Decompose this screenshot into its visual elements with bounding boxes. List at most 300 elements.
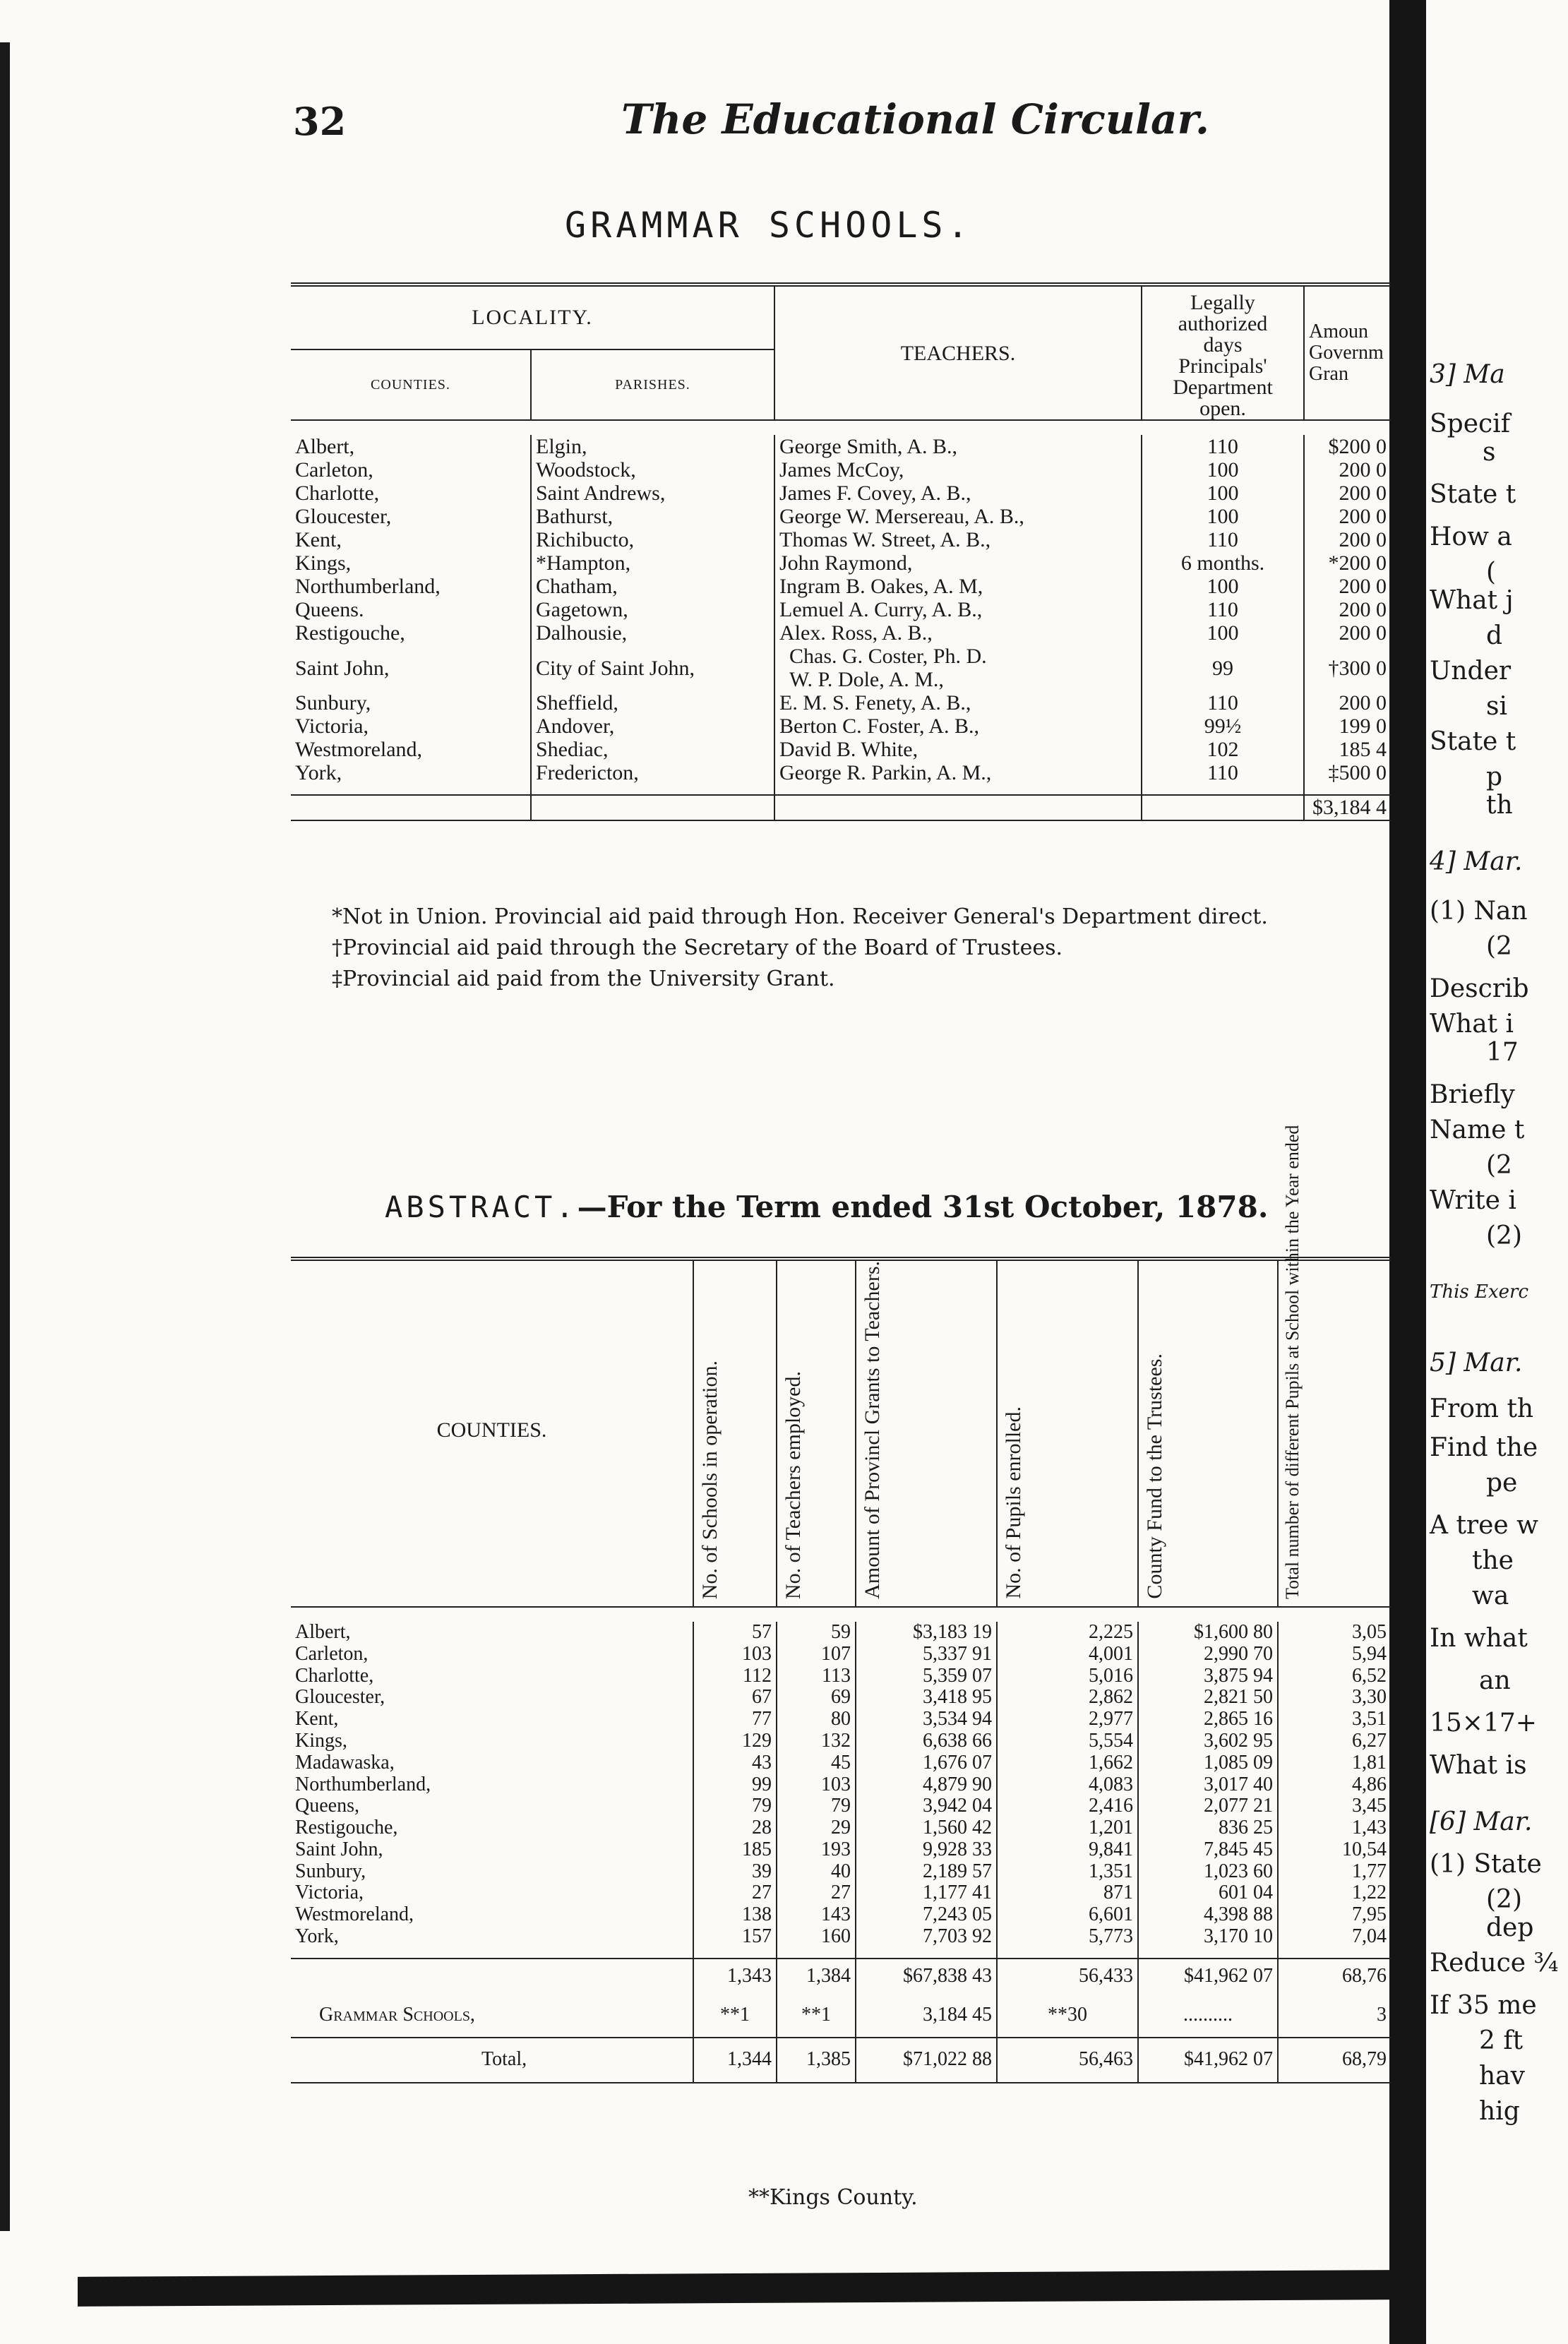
grammar-school-row (291, 458, 1391, 482)
amount-cell: 199 0 (1304, 714, 1391, 738)
days-cell: 110 (1142, 528, 1304, 551)
amount-header-line: Amoun (1309, 321, 1368, 342)
abstract-total: 3,05 (1278, 1622, 1391, 1644)
abstract-total: 6,27 (1278, 1730, 1391, 1752)
amount-cell: 200 0 (1304, 598, 1391, 621)
right-column-fragment: Name t (1430, 1116, 1525, 1144)
abstract-teachers: 29 (777, 1817, 856, 1839)
abstract-pupils: 1,201 (997, 1817, 1138, 1839)
grammar-school-row-saint-john (291, 645, 1391, 691)
grammar-schools-title: GRAMMAR SCHOOLS. (565, 205, 973, 246)
days-cell: 110 (1142, 761, 1304, 784)
abstract-row (291, 1752, 1391, 1774)
right-column-fragment: dep (1486, 1913, 1534, 1942)
abstract-schools: 103 (693, 1644, 777, 1666)
abstract-row (291, 1904, 1391, 1926)
abstract-grants: 7,703 92 (856, 1926, 997, 1948)
days-cell: 110 (1142, 598, 1304, 621)
grammar-row-schools: **1 (693, 1995, 777, 2038)
right-column-fragment: si (1486, 692, 1507, 721)
abstract-total: 1,22 (1278, 1882, 1391, 1904)
abstract-row (291, 1926, 1391, 1948)
right-column-fragment: What is (1430, 1751, 1527, 1780)
parish-cell: Bathurst, (531, 505, 774, 528)
right-column-fragment: What j (1430, 586, 1514, 615)
grants-header (856, 1259, 997, 1607)
teacher-line: W. P. Dole, A. M., (789, 668, 944, 691)
grammar-school-row (291, 435, 1391, 458)
abstract-fund: 3,602 95 (1138, 1730, 1278, 1752)
right-column-fragment: 15×17+ (1430, 1709, 1537, 1738)
grants-header-text: Amount of Provincl Grants to Teachers. (861, 1261, 884, 1599)
grammar-school-row (291, 505, 1391, 528)
amount-cell: 200 0 (1304, 482, 1391, 505)
amount-header-line: Gran (1309, 363, 1348, 385)
right-column-fragment: hav (1479, 2062, 1525, 2091)
parish-cell: Andover, (531, 714, 774, 738)
abstract-schools: 99 (693, 1774, 777, 1796)
abstract-total: 7,04 (1278, 1926, 1391, 1948)
teacher-cell: Alex. Ross, A. B., (774, 621, 1142, 645)
abstract-schools: 39 (693, 1861, 777, 1883)
grammar-school-row (291, 575, 1391, 598)
days-cell: 100 (1142, 575, 1304, 598)
days-cell: 100 (1142, 621, 1304, 645)
abstract-fund: 1,023 60 (1138, 1861, 1278, 1883)
right-column-fragment: p (1486, 763, 1503, 791)
abstract-total: 3,30 (1278, 1687, 1391, 1709)
abstract-teachers: 143 (777, 1904, 856, 1926)
abstract-pupils: 5,554 (997, 1730, 1138, 1752)
right-column-fragment: (2 (1486, 932, 1512, 961)
right-column-fragment: (1) State (1430, 1850, 1542, 1879)
abstract-schools: 57 (693, 1622, 777, 1644)
abstract-pupils: 1,351 (997, 1861, 1138, 1883)
abstract-grants: 4,879 90 (856, 1774, 997, 1796)
teacher-cell: James F. Covey, A. B., (774, 482, 1142, 505)
right-column-fragment: Briefly (1430, 1080, 1515, 1109)
counties-header: COUNTIES. (291, 349, 531, 420)
abstract-schools: 138 (693, 1904, 777, 1926)
parish-cell: Chatham, (531, 575, 774, 598)
abstract-county: Northumberland, (295, 1773, 431, 1795)
days-cell: 110 (1142, 691, 1304, 714)
teacher-cell: Thomas W. Street, A. B., (774, 528, 1142, 551)
parish-cell: Richibucto, (531, 528, 774, 551)
right-column-fragment: s (1483, 438, 1496, 467)
right-column-fragment: In what (1430, 1624, 1528, 1653)
subtotal-total: 68,76 (1278, 1959, 1391, 1995)
parish-cell: Gagetown, (531, 598, 774, 621)
subtotal-fund: $41,962 07 (1138, 1959, 1278, 1995)
abstract-row (291, 1644, 1391, 1666)
county-fund-header (1138, 1259, 1278, 1607)
abstract-term: —For the Term ended 31st October, 1878. (577, 1190, 1269, 1224)
abstract-grants: 6,638 66 (856, 1730, 997, 1752)
abstract-schools: 28 (693, 1817, 777, 1839)
total-row-pupils: 56,463 (997, 2038, 1138, 2083)
scan-bottom-edge (78, 2270, 1398, 2307)
days-header-line: open. (1199, 397, 1246, 420)
amount-cell: 200 0 (1304, 458, 1391, 482)
subtotal-pupils: 56,433 (997, 1959, 1138, 1995)
teacher-cell: David B. White, (774, 738, 1142, 761)
abstract-pupils: 4,083 (997, 1774, 1138, 1796)
footnote-university: ‡Provincial aid paid from the University Grant. (332, 967, 835, 991)
grammar-school-row (291, 551, 1391, 575)
right-column-fragment: wa (1472, 1581, 1509, 1610)
county-cell: Saint John, (295, 656, 390, 680)
teacher-cell: George R. Parkin, A. M., (774, 761, 1142, 784)
teacher-cell (774, 645, 1142, 691)
abstract-teachers: 27 (777, 1882, 856, 1904)
parish-cell: Sheffield, (531, 691, 774, 714)
right-column-fragment: How a (1430, 522, 1512, 551)
abstract-row (291, 1709, 1391, 1730)
amount-header (1304, 285, 1391, 420)
abstract-subtotal-row (291, 1959, 1391, 1995)
days-cell: 100 (1142, 458, 1304, 482)
footnote-secretary: †Provincial aid paid through the Secretary of the Board of Trustees. (332, 935, 1063, 960)
abstract-fund: 2,990 70 (1138, 1644, 1278, 1666)
right-column-fragment: What i (1430, 1010, 1514, 1039)
abstract-row (291, 1687, 1391, 1709)
right-column-fragment: Find the (1430, 1433, 1538, 1462)
right-column-fragment: 5] Mar. (1430, 1349, 1523, 1377)
right-column-fragment: A tree w (1430, 1511, 1538, 1540)
abstract-teachers: 80 (777, 1709, 856, 1730)
right-column-fragment: Specif (1430, 409, 1511, 438)
right-column-fragment: 17 (1486, 1038, 1519, 1067)
abstract-fund: 601 04 (1138, 1882, 1278, 1904)
abstract-fund: 2,865 16 (1138, 1709, 1278, 1730)
county-fund-header-text: County Fund to the Trustees. (1143, 1353, 1166, 1599)
teachers-count-header (777, 1259, 856, 1607)
parish-cell: *Hampton, (531, 551, 774, 575)
abstract-teachers: 160 (777, 1926, 856, 1948)
pupils-header (997, 1259, 1138, 1607)
abstract-grammar-row (291, 1995, 1391, 2038)
abstract-county: Queens, (295, 1795, 359, 1817)
grammar-total-amount: $3,184 4 (1304, 795, 1391, 820)
scan-binding-shadow (1389, 0, 1426, 2344)
abstract-schools: 27 (693, 1882, 777, 1904)
parish-cell: City of Saint John, (531, 645, 774, 691)
teachers-count-header-text: No. of Teachers employed. (782, 1370, 805, 1599)
abstract-pupils: 5,773 (997, 1926, 1138, 1948)
county-cell: Restigouche, (295, 621, 405, 645)
right-column-fragment: [6] Mar. (1430, 1807, 1533, 1836)
teacher-cell: George Smith, A. B., (774, 435, 1142, 458)
grammar-school-row (291, 761, 1391, 784)
abstract-row (291, 1730, 1391, 1752)
abstract-row (291, 1666, 1391, 1687)
abstract-row (291, 1795, 1391, 1817)
parishes-header: PARISHES. (531, 349, 774, 420)
grammar-school-row (291, 738, 1391, 761)
total-pupils-header (1278, 1125, 1391, 1607)
pupils-header-text: No. of Pupils enrolled. (1002, 1406, 1025, 1599)
abstract-total: 7,95 (1278, 1904, 1391, 1926)
county-cell: Westmoreland, (295, 738, 423, 761)
days-cell: 6 months. (1142, 551, 1304, 575)
abstract-row (291, 1817, 1391, 1839)
teacher-cell: Ingram B. Oakes, A. M, (774, 575, 1142, 598)
scan-left-edge (0, 42, 10, 2231)
days-cell: 102 (1142, 738, 1304, 761)
abstract-county: Restigouche, (295, 1817, 398, 1839)
abstract-county: Sunbury, (295, 1860, 366, 1882)
abstract-total-row (291, 2038, 1391, 2083)
right-column-fragment: 3] Ma (1430, 360, 1505, 389)
county-cell: Queens. (295, 598, 364, 621)
total-row-label: Total, (481, 2048, 527, 2071)
abstract-body (291, 1607, 1391, 1959)
amount-cell: $200 0 (1304, 435, 1391, 458)
abstract-teachers: 79 (777, 1795, 856, 1817)
abstract-row (291, 1882, 1391, 1904)
abstract-teachers: 113 (777, 1666, 856, 1687)
abstract-row (291, 1622, 1391, 1644)
abstract-pupils: 2,862 (997, 1687, 1138, 1709)
right-column-fragment: pe (1486, 1469, 1518, 1497)
parish-cell: Dalhousie, (531, 621, 774, 645)
abstract-total: 1,77 (1278, 1861, 1391, 1883)
abstract-teachers: 107 (777, 1644, 856, 1666)
abstract-fund: 3,017 40 (1138, 1774, 1278, 1796)
abstract-pupils: 2,977 (997, 1709, 1138, 1730)
right-column-fragment: This Exerc (1430, 1281, 1529, 1303)
abstract-county: Kings, (295, 1729, 347, 1752)
abstract-schools: 129 (693, 1730, 777, 1752)
abstract-fund: 2,821 50 (1138, 1687, 1278, 1709)
amount-cell: 200 0 (1304, 691, 1391, 714)
abstract-grants: 9,928 33 (856, 1839, 997, 1861)
abstract-pupils: 4,001 (997, 1644, 1138, 1666)
right-column-fragment: If 35 me (1430, 1991, 1537, 2020)
abstract-schools: 43 (693, 1752, 777, 1774)
abstract-schools: 185 (693, 1839, 777, 1861)
abstract-grants: 1,177 41 (856, 1882, 997, 1904)
county-cell: Kings, (295, 551, 352, 575)
abstract-total: 6,52 (1278, 1666, 1391, 1687)
right-column-fragment: 2 ft (1479, 2026, 1524, 2055)
abstract-grants: 5,359 07 (856, 1666, 997, 1687)
kings-county-footnote: **Kings County. (748, 2185, 918, 2210)
teacher-cell: Berton C. Foster, A. B., (774, 714, 1142, 738)
abstract-schools: 67 (693, 1687, 777, 1709)
days-cell: 110 (1142, 435, 1304, 458)
days-header-line: authorized (1178, 312, 1268, 335)
abstract-county: Charlotte, (295, 1664, 374, 1687)
amount-cell: †300 0 (1304, 645, 1391, 691)
county-cell: York, (295, 761, 342, 784)
abstract-total: 5,94 (1278, 1644, 1391, 1666)
right-column-fragment: State t (1430, 727, 1516, 756)
grammar-row-total: 3 (1278, 1995, 1391, 2038)
abstract-grants: 3,942 04 (856, 1795, 997, 1817)
county-cell: Albert, (295, 435, 355, 458)
days-header-line: Principals' (1178, 354, 1267, 378)
teacher-cell: E. M. S. Fenety, A. B., (774, 691, 1142, 714)
abstract-teachers: 40 (777, 1861, 856, 1883)
abstract-pupils: 2,416 (997, 1795, 1138, 1817)
amount-cell: 200 0 (1304, 621, 1391, 645)
right-column-fragment: (2) (1486, 1221, 1522, 1250)
abstract-schools: 157 (693, 1926, 777, 1948)
amount-cell: 200 0 (1304, 575, 1391, 598)
county-cell: Sunbury, (295, 691, 371, 714)
county-cell: Victoria, (295, 714, 369, 738)
grammar-row-grants: 3,184 45 (856, 1995, 997, 2038)
county-cell: Northumberland, (295, 575, 441, 598)
abstract-grants: 5,337 91 (856, 1644, 997, 1666)
abstract-teachers: 103 (777, 1774, 856, 1796)
parish-cell: Fredericton, (531, 761, 774, 784)
teacher-cell: George W. Mersereau, A. B., (774, 505, 1142, 528)
grammar-footnotes (332, 902, 1268, 995)
abstract-fund: 3,170 10 (1138, 1926, 1278, 1948)
journal-title: The Educational Circular. (621, 95, 1210, 143)
abstract-teachers: 59 (777, 1622, 856, 1644)
right-column-fragment: Reduce ¾ (1430, 1949, 1559, 1978)
abstract-total: 4,86 (1278, 1774, 1391, 1796)
abstract-pupils: 5,016 (997, 1666, 1138, 1687)
grammar-school-row (291, 691, 1391, 714)
abstract-schools: 79 (693, 1795, 777, 1817)
abstract-county: Victoria, (295, 1882, 364, 1904)
abstract-county: Westmoreland, (295, 1903, 414, 1926)
subtotal-schools: 1,343 (693, 1959, 777, 1995)
grammar-school-row (291, 714, 1391, 738)
total-row-fund: $41,962 07 (1138, 2038, 1278, 2083)
grammar-row-teachers: **1 (777, 1995, 856, 2038)
abstract-counties-header: COUNTIES. (436, 1418, 547, 1442)
right-column-fragment: 4] Mar. (1430, 847, 1523, 876)
total-pupils-header-text: Total number of different Pupils at School within the Year ended (1282, 1125, 1303, 1599)
right-column-fragment: (1) Nan (1430, 897, 1528, 926)
days-open-header (1142, 285, 1304, 420)
grammar-school-row (291, 482, 1391, 505)
abstract-row (291, 1839, 1391, 1861)
parish-cell: Saint Andrews, (531, 482, 774, 505)
days-cell: 100 (1142, 505, 1304, 528)
abstract-pupils: 2,225 (997, 1622, 1138, 1644)
days-cell: 99½ (1142, 714, 1304, 738)
abstract-pupils: 9,841 (997, 1839, 1138, 1861)
subtotal-teachers: 1,384 (777, 1959, 856, 1995)
amount-cell: 200 0 (1304, 528, 1391, 551)
abstract-fund: 836 25 (1138, 1817, 1278, 1839)
total-row-grants: $71,022 88 (856, 2038, 997, 2083)
abstract-grants: 7,243 05 (856, 1904, 997, 1926)
abstract-total: 10,54 (1278, 1839, 1391, 1861)
abstract-total: 1,43 (1278, 1817, 1391, 1839)
abstract-teachers: 132 (777, 1730, 856, 1752)
right-column-fragment: (2 (1486, 1151, 1512, 1180)
county-cell: Gloucester, (295, 505, 392, 528)
abstract-grants: 1,560 42 (856, 1817, 997, 1839)
locality-header: LOCALITY. (472, 306, 593, 330)
right-column-fragment: Describ (1430, 974, 1529, 1003)
abstract-county: Albert, (295, 1620, 351, 1643)
county-cell: Kent, (295, 528, 342, 551)
days-cell: 100 (1142, 482, 1304, 505)
abstract-total: 3,45 (1278, 1795, 1391, 1817)
parish-cell: Woodstock, (531, 458, 774, 482)
abstract-county: Carleton, (295, 1642, 369, 1665)
abstract-schools: 112 (693, 1666, 777, 1687)
abstract-heading (385, 1190, 1268, 1224)
right-column-fragment: an (1479, 1666, 1511, 1695)
grammar-row-label: Grammar Schools, (319, 2004, 475, 2026)
abstract-county: Gloucester, (295, 1686, 385, 1709)
abstract-teachers: 193 (777, 1839, 856, 1861)
right-column-fragment: Write i (1430, 1186, 1516, 1215)
page-number: 32 (293, 99, 347, 144)
total-row-teachers: 1,385 (777, 2038, 856, 2083)
right-column-fragment: th (1486, 791, 1513, 820)
total-row-total: 68,79 (1278, 2038, 1391, 2083)
abstract-grants: 3,534 94 (856, 1709, 997, 1730)
abstract-county: Kent, (295, 1708, 339, 1730)
right-column-fragment: (2) (1486, 1885, 1522, 1914)
total-row-schools: 1,344 (693, 2038, 777, 2083)
amount-cell: *200 0 (1304, 551, 1391, 575)
abstract-pupils: 1,662 (997, 1752, 1138, 1774)
teacher-cell: John Raymond, (774, 551, 1142, 575)
amount-header-line: Governm (1309, 342, 1384, 364)
grammar-row-fund: .......... (1138, 1995, 1278, 2038)
abstract-pupils: 871 (997, 1882, 1138, 1904)
abstract-fund: 4,398 88 (1138, 1904, 1278, 1926)
abstract-county: York, (295, 1925, 339, 1948)
abstract-schools: 77 (693, 1709, 777, 1730)
abstract-grants: 1,676 07 (856, 1752, 997, 1774)
abstract-teachers: 45 (777, 1752, 856, 1774)
abstract-fund: 3,875 94 (1138, 1666, 1278, 1687)
parish-cell: Shediac, (531, 738, 774, 761)
parish-cell: Elgin, (531, 435, 774, 458)
days-cell: 99 (1142, 645, 1304, 691)
abstract-county: Saint John, (295, 1838, 383, 1860)
right-column-fragment: the (1472, 1546, 1514, 1575)
teacher-cell: James McCoy, (774, 458, 1142, 482)
right-column-fragment: State t (1430, 480, 1516, 509)
grammar-school-row (291, 598, 1391, 621)
teacher-line: Chas. G. Coster, Ph. D. (789, 645, 987, 668)
abstract-word: ABSTRACT. (385, 1190, 577, 1224)
county-cell: Charlotte, (295, 482, 380, 505)
abstract-grants: $3,183 19 (856, 1622, 997, 1644)
days-header-line: Legally (1190, 291, 1255, 314)
abstract-total: 3,51 (1278, 1709, 1391, 1730)
abstract-grants: 3,418 95 (856, 1687, 997, 1709)
days-header-line: Department (1173, 376, 1273, 399)
abstract-total: 1,81 (1278, 1752, 1391, 1774)
right-column-fragment: hig (1479, 2097, 1520, 2126)
right-column-fragment: Under (1430, 657, 1512, 686)
right-column-fragment: d (1486, 621, 1503, 650)
schools-header (693, 1259, 777, 1607)
grammar-school-row (291, 528, 1391, 551)
days-header-line: days (1203, 333, 1243, 357)
grammar-schools-body (291, 420, 1391, 795)
grammar-schools-table (291, 282, 1391, 821)
subtotal-grants: $67,838 43 (856, 1959, 997, 1995)
amount-cell: ‡500 0 (1304, 761, 1391, 784)
amount-cell: 185 4 (1304, 738, 1391, 761)
